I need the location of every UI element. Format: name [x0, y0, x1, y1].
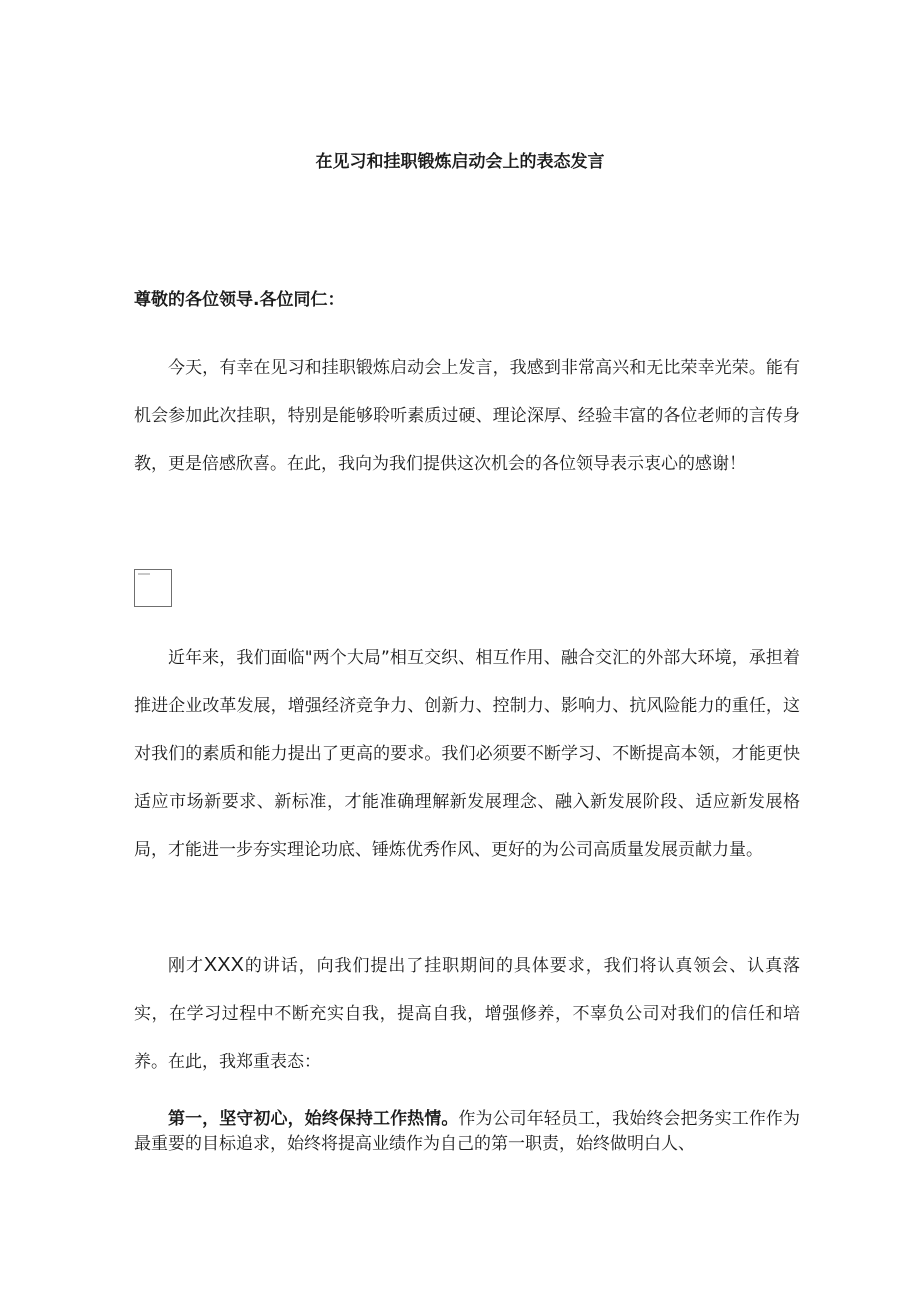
paragraph-requirements-lead: 刚才: [168, 956, 204, 976]
paragraph-requirements: [134, 941, 800, 1086]
paragraph-opening: 今天，有幸在见习和挂职锻炼启动会上发言，我感到非常高兴和无比荣幸光荣。能有机会参加此次挂职，特别是能够聆听素质过硬、理论深厚、经验丰富的各位老师的言传身教，更是倍感欣喜。在此，我向为我们提供这次机会的各位领导表示衷心的感谢！: [134, 358, 800, 474]
paragraph-background: 近年来，我们面临"两个大局”相互交织、相互作用、融合交汇的外部大环境，承担着推进企业改革发展，增强经济竞争力、创新力、控制力、影响力、抗风险能力的重任，这对我们的素质和能力提出了更高的要求。我们必须要不断学习、不断提高本领，才能更快适应市场新要求、新标准，才能准确理解新发展理念、融入新发展阶段、适应新发展格局，才能进一步夯实理论功底、锤炼优秀作风、更好的为公司高质量发展贡献力量。: [134, 648, 800, 860]
broken-image-placeholder: [134, 569, 172, 607]
pledge-first-heading: 第一，坚守初心，始终保持工作热情。: [168, 1109, 459, 1129]
image-placeholder-icon: [138, 573, 150, 575]
pledge-first-body: 作为公司年轻员工，我始终会把务实工作作为最重要的目标追求，始终将提高业绩作为自己的第一职责，始终做明白人、: [134, 1109, 801, 1154]
document-title: 在见习和挂职锻炼启动会上的表态发言: [315, 152, 605, 172]
paragraph-requirements-body: 的讲话，向我们提出了挂职期间的具体要求，我们将认真领会、认真落实，在学习过程中不断充实自我，提高自我，增强修养，不辜负公司对我们的信任和培养。在此，我郑重表态：: [134, 956, 801, 1072]
salutation: 尊敬的各位领导.各位同仁：: [134, 290, 345, 310]
speaker-name: XXX: [203, 954, 244, 976]
paragraph-pledge-first: [134, 1107, 800, 1157]
